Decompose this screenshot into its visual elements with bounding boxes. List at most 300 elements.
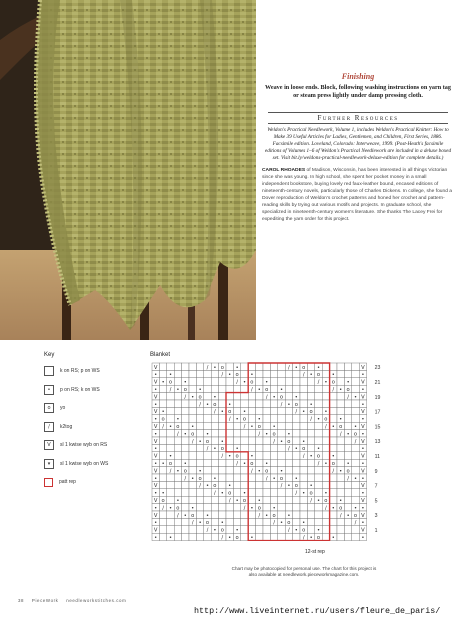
chart-symbol: /: [332, 468, 335, 475]
chart-cell: [204, 474, 211, 481]
chart-symbol: •: [191, 394, 195, 401]
chart-symbol: •: [353, 424, 358, 430]
chart-cell: [248, 363, 255, 370]
chart-symbol: •: [250, 424, 254, 430]
chart-cell: [344, 504, 351, 511]
chart-symbol: •: [361, 372, 365, 379]
chart-symbol: •: [154, 475, 158, 482]
chart-cell: [337, 533, 344, 540]
chart-cell: [315, 518, 322, 525]
chart-symbol: o: [205, 520, 210, 527]
chart-cell: [270, 533, 277, 540]
chart-symbol: /: [273, 438, 275, 445]
chart-cell: [226, 437, 233, 444]
chart-symbol: V: [153, 483, 158, 490]
chart-symbol: V: [361, 438, 365, 445]
page-number: 38: [18, 598, 25, 603]
chart-cell: [352, 378, 359, 385]
chart-cell: [293, 533, 300, 540]
chart-cell: [174, 363, 181, 370]
chart-cell: [307, 467, 314, 474]
chart-cell: [256, 437, 263, 444]
chart-cell: [352, 400, 359, 407]
chart-cell: [189, 459, 196, 466]
chart-cell: [307, 422, 314, 429]
chart-symbol: •: [346, 512, 350, 519]
chart-cell: [263, 526, 270, 533]
chart-cell: [219, 511, 226, 518]
chart-cell: [189, 533, 196, 540]
chart-cell: [270, 378, 277, 385]
chart-cell: [211, 496, 218, 503]
chart-cell: [182, 496, 189, 503]
chart-cell: [322, 363, 329, 370]
chart-symbol: o: [235, 535, 239, 541]
chart-cell: [322, 437, 329, 444]
chart-symbol: •: [316, 527, 321, 534]
chart-symbol: o: [235, 372, 239, 379]
row-label: 11: [374, 454, 380, 460]
chart-symbol: •: [250, 372, 254, 379]
chart-symbol: V: [361, 453, 365, 460]
chart-symbol: V: [153, 424, 158, 430]
blanket-photo: [0, 0, 256, 340]
chart-cell: [322, 400, 329, 407]
chart-cell: [315, 474, 322, 481]
chart-cell: [233, 518, 240, 525]
chart-cell: [167, 511, 174, 518]
chart-cell: [315, 511, 322, 518]
chart-cell: [241, 363, 248, 370]
chart-cell: [196, 526, 203, 533]
chart-symbol: •: [331, 535, 335, 541]
chart-symbol: /: [236, 461, 238, 467]
chart-cell: [159, 363, 166, 370]
chart-symbol: V: [153, 527, 158, 534]
chart-symbol: •: [161, 461, 165, 467]
chart-symbol: o: [213, 483, 217, 490]
chart-cell: [352, 407, 359, 414]
chart-cell: [307, 474, 314, 481]
chart-symbol: o: [339, 505, 343, 512]
chart-cell: [256, 526, 263, 533]
chart-cell: [256, 378, 263, 385]
chart-symbol: •: [213, 475, 217, 482]
chart-cell: [293, 452, 300, 459]
chart-symbol: o: [235, 453, 239, 460]
chart-symbol: /: [199, 401, 201, 408]
chart-cell: [196, 459, 203, 466]
chart-cell: [322, 526, 329, 533]
chart-cell: [344, 370, 351, 377]
chart-cell: [270, 489, 277, 496]
chart-cell: [278, 489, 285, 496]
chart-symbol: /: [162, 505, 164, 512]
chart-cell: [182, 422, 189, 429]
chart-cell: [219, 422, 226, 429]
chart-cell: [241, 385, 248, 392]
chart-cell: [211, 511, 218, 518]
chart-symbol: /: [191, 438, 194, 445]
chart-cell: [204, 533, 211, 540]
chart-cell: [189, 452, 196, 459]
chart-cell: [182, 415, 189, 422]
chart-symbol: /: [317, 461, 320, 467]
finishing-text: Weave in loose ends. Block, following washing instructions on yarn tag or steam press lightly under damp pressing cloth.: [265, 84, 451, 100]
chart-cell: [352, 467, 359, 474]
chart-cell: [337, 378, 344, 385]
chart-symbol: o: [302, 364, 306, 371]
chart-symbol: •: [154, 461, 158, 467]
chart-symbol: /: [221, 453, 224, 460]
chart-symbol: /: [288, 527, 290, 534]
chart-cell: [189, 407, 196, 414]
chart-symbol: •: [205, 512, 210, 519]
yarn-over-symbol: o: [44, 403, 54, 413]
chart-cell: [270, 481, 277, 488]
chart-symbol: o: [161, 416, 165, 423]
chart-cell: [167, 489, 174, 496]
slip-ws-symbol: ▾: [44, 459, 54, 469]
key-title: Key: [44, 352, 55, 358]
chart-symbol: •: [361, 520, 365, 527]
key-item: [44, 455, 142, 474]
row-label: 3: [374, 513, 378, 520]
chart-cell: [293, 467, 300, 474]
chart-cell: [189, 526, 196, 533]
chart-cell: [293, 511, 300, 518]
chart-symbol: •: [324, 490, 328, 497]
chart-cell: [278, 415, 285, 422]
chart-symbol: •: [361, 387, 365, 393]
key-item: [44, 418, 142, 437]
chart-cell: [241, 533, 248, 540]
author-name: CAROL RHOADES: [262, 168, 306, 174]
chart-symbol: •: [213, 394, 217, 401]
chart-cell: [352, 363, 359, 370]
chart-symbol: •: [287, 512, 291, 519]
chart-cell: [167, 407, 174, 414]
chart-symbol: •: [176, 416, 180, 423]
chart-symbol: /: [354, 438, 357, 445]
chart-cell: [256, 481, 263, 488]
chart-cell: [315, 400, 322, 407]
chart-cell: [263, 496, 270, 503]
chart-cell: [226, 511, 233, 518]
key-label: p on RS; k on WS: [60, 386, 100, 393]
chart-symbol: V: [153, 409, 158, 416]
chart-cell: [196, 378, 203, 385]
chart-symbol: /: [265, 394, 268, 401]
chart-symbol: o: [316, 535, 321, 541]
chart-cell: [226, 526, 233, 533]
chart-symbol: •: [287, 483, 291, 490]
chart-cell: [300, 430, 307, 437]
chart-symbol: /: [265, 475, 268, 482]
chart-symbol: V: [361, 468, 365, 475]
chart-cell: [330, 437, 337, 444]
chart-cell: [270, 400, 277, 407]
chart-symbol: o: [250, 379, 254, 386]
chart-cell: [211, 459, 218, 466]
chart-symbol: o: [302, 527, 306, 534]
chart-symbol: /: [354, 520, 357, 527]
chart-cell: [263, 363, 270, 370]
chart-symbol: •: [309, 372, 313, 379]
chart-cell: [219, 385, 226, 392]
chart-symbol: •: [250, 505, 254, 512]
chart-cell: [293, 385, 300, 392]
chart-symbol: o: [324, 498, 328, 504]
chart-cell: [285, 452, 292, 459]
chart-symbol: •: [228, 372, 232, 379]
chart-cell: [219, 504, 226, 511]
chart-symbol: •: [198, 387, 202, 393]
chart-symbol: •: [154, 505, 158, 512]
row-label: 7: [374, 483, 378, 490]
chart-cell: [204, 459, 211, 466]
chart-symbol: o: [205, 438, 210, 445]
chart-symbol: /: [199, 483, 201, 490]
chart-cell: [285, 415, 292, 422]
chart-cell: [278, 430, 285, 437]
chart-cell: [248, 526, 255, 533]
chart-symbol: •: [361, 416, 365, 423]
chart-symbol: o: [302, 446, 306, 453]
knit-symbol: [44, 366, 54, 376]
row-label: 15: [374, 424, 381, 431]
chart-cell: [174, 481, 181, 488]
chart-symbol: /: [288, 364, 290, 371]
chart-symbol: V: [361, 498, 365, 504]
chart-cell: [196, 370, 203, 377]
repeat-label: 12-st rep: [305, 549, 325, 555]
chart-cell: [270, 385, 277, 392]
chart-symbol: •: [220, 490, 224, 497]
chart-cell: [233, 467, 240, 474]
chart-symbol: o: [213, 401, 217, 408]
chart-cell: [204, 452, 211, 459]
chart-cell: [322, 467, 329, 474]
chart-symbol: o: [198, 394, 202, 401]
chart-cell: [263, 533, 270, 540]
chart-cell: [226, 378, 233, 385]
chart-cell: [285, 459, 292, 466]
chart-symbol: •: [191, 505, 195, 512]
chart-cell: [330, 407, 337, 414]
chart-symbol: •: [176, 468, 180, 475]
chart-cell: [278, 363, 285, 370]
chart-symbol: /: [214, 490, 216, 497]
chart-cell: [300, 496, 307, 503]
chart-symbol: /: [302, 535, 305, 541]
chart-cell: [233, 511, 240, 518]
chart-cell: [241, 400, 248, 407]
chart-symbol: •: [235, 527, 239, 534]
chart-symbol: o: [272, 431, 276, 438]
chart-cell: [315, 437, 322, 444]
chart-cell: [337, 459, 344, 466]
chart-cell: [307, 430, 314, 437]
chart-symbol: •: [176, 498, 180, 504]
chart-symbol: •: [198, 520, 202, 527]
chart-cell: [159, 526, 166, 533]
chart-cell: [159, 385, 166, 392]
chart-cell: [337, 400, 344, 407]
chart-cell: [189, 481, 196, 488]
chart-symbol: •: [361, 446, 365, 453]
chart-cell: [248, 481, 255, 488]
chart-symbol: •: [309, 535, 313, 541]
chart-cell: [196, 452, 203, 459]
chart-symbol: •: [324, 379, 328, 386]
chart-cell: [285, 467, 292, 474]
chart-cell: [337, 393, 344, 400]
key-item: [44, 473, 142, 492]
chart-cell: [278, 496, 285, 503]
chart-cell: [174, 444, 181, 451]
chart-cell: [315, 504, 322, 511]
chart-symbol: •: [302, 490, 306, 497]
chart-cell: [330, 489, 337, 496]
chart-cell: [278, 511, 285, 518]
chart-cell: [300, 385, 307, 392]
chart-cell: [352, 370, 359, 377]
chart-symbol: •: [361, 535, 365, 541]
chart-cell: [322, 430, 329, 437]
chart-symbol: •: [339, 387, 343, 393]
chart-symbol: o: [191, 431, 195, 438]
page-footer: [18, 598, 132, 603]
chart-cell: [233, 385, 240, 392]
chart-cell: [248, 444, 255, 451]
chart-symbol: •: [339, 416, 343, 423]
chart-symbol: •: [228, 483, 232, 490]
chart-symbol: •: [154, 520, 158, 527]
chart-cell: [196, 496, 203, 503]
author-bio-text: of Madison, Wisconsin, has been interested in all things Victorian since she was young. In high school, she spent her pocket money in a small independent bookstore, buying lovely red faux-leather bound, encased editions of nineteenth-century novels, particularly those of Charles Dickens. In college, she found a Dover reproduction of Weldon's crochet patterns and honed her crochet and pattern-reading skills by trying out various motifs and projects. In graduate school, she specialized in nineteenth-century women's literature. She thanks The Lacey Frei for expediting the yarn order for this project.: [262, 168, 453, 222]
chart-symbol: o: [272, 512, 276, 519]
chart-symbol: •: [302, 409, 306, 416]
chart-cell: [300, 504, 307, 511]
chart-symbol: •: [191, 475, 195, 482]
chart-cell: [241, 474, 248, 481]
chart-symbol: •: [294, 364, 298, 371]
chart-cell: [263, 400, 270, 407]
chart-symbol: •: [191, 424, 195, 430]
chart-symbol: /: [288, 446, 290, 453]
chart-symbol: •: [272, 424, 276, 430]
slip-rs-symbol: V: [44, 440, 54, 450]
chart-cell: [337, 489, 344, 496]
chart-cell: [285, 385, 292, 392]
chart-symbol: •: [213, 446, 217, 453]
chart-symbol: •: [168, 535, 173, 541]
chart-cell: [204, 504, 211, 511]
chart-cell: [241, 481, 248, 488]
chart-cell: [307, 363, 314, 370]
chart-cell: [233, 504, 240, 511]
chart-symbol: •: [331, 372, 335, 379]
chart-cell: [300, 481, 307, 488]
chart-symbol: o: [346, 387, 350, 393]
chart-cell: [174, 393, 181, 400]
row-label: 13: [374, 439, 381, 446]
chart-cell: [285, 496, 292, 503]
chart-cell: [293, 370, 300, 377]
chart-cell: [307, 437, 314, 444]
chart-symbol: •: [242, 379, 247, 386]
chart-cell: [189, 370, 196, 377]
chart-cell: [182, 370, 189, 377]
chart-symbol: /: [228, 416, 231, 423]
chart-symbol: •: [265, 461, 269, 467]
chart-cell: [307, 459, 314, 466]
chart-symbol: •: [316, 498, 321, 504]
chart-symbol: •: [353, 505, 358, 512]
chart-cell: [307, 385, 314, 392]
chart-symbol: •: [161, 409, 165, 416]
chart-symbol: •: [272, 394, 276, 401]
watermark-url: http://www.liveinternet.ru/users/fleure_de_paris/: [194, 606, 441, 616]
chart-cell: [263, 518, 270, 525]
chart-cell: [182, 533, 189, 540]
chart-symbol: •: [235, 416, 239, 423]
chart-cell: [167, 518, 174, 525]
chart-cell: [248, 407, 255, 414]
chart-cell: [256, 363, 263, 370]
chart-cell: [174, 400, 181, 407]
chart-cell: [300, 422, 307, 429]
chart-symbol: /: [221, 372, 224, 379]
chart-cell: [256, 452, 263, 459]
chart-symbol: •: [257, 416, 261, 423]
chart-symbol: •: [279, 468, 284, 475]
chart-cell: [263, 481, 270, 488]
chart-cell: [270, 496, 277, 503]
chart-cell: [293, 378, 300, 385]
chart-symbol: •: [294, 527, 298, 534]
chart-cell: [204, 467, 211, 474]
chart-cell: [211, 430, 218, 437]
chart-cell: [293, 496, 300, 503]
chart-cell: [285, 533, 292, 540]
chart-cell: [182, 400, 189, 407]
chart-cell: [219, 459, 226, 466]
key-label: k2tog: [60, 423, 73, 430]
chart-cell: [241, 370, 248, 377]
chart-symbol: /: [191, 520, 194, 527]
chart-cell: [196, 533, 203, 540]
chart-cell: [344, 444, 351, 451]
chart-cell: [293, 422, 300, 429]
chart-symbol: /: [258, 431, 261, 438]
chart-symbol: V: [153, 364, 158, 371]
chart-cell: [196, 415, 203, 422]
chart-symbol: •: [168, 453, 173, 460]
chart-cell: [270, 459, 277, 466]
chart-cell: [278, 370, 285, 377]
chart-cell: [278, 533, 285, 540]
chart-symbol: •: [331, 453, 335, 460]
chart-symbol: •: [242, 490, 247, 497]
chart-symbol: •: [361, 431, 365, 438]
chart-cell: [196, 489, 203, 496]
chart-cell: [270, 407, 277, 414]
chart-symbol: •: [168, 424, 173, 430]
chart-cell: [270, 363, 277, 370]
chart-cell: [211, 415, 218, 422]
